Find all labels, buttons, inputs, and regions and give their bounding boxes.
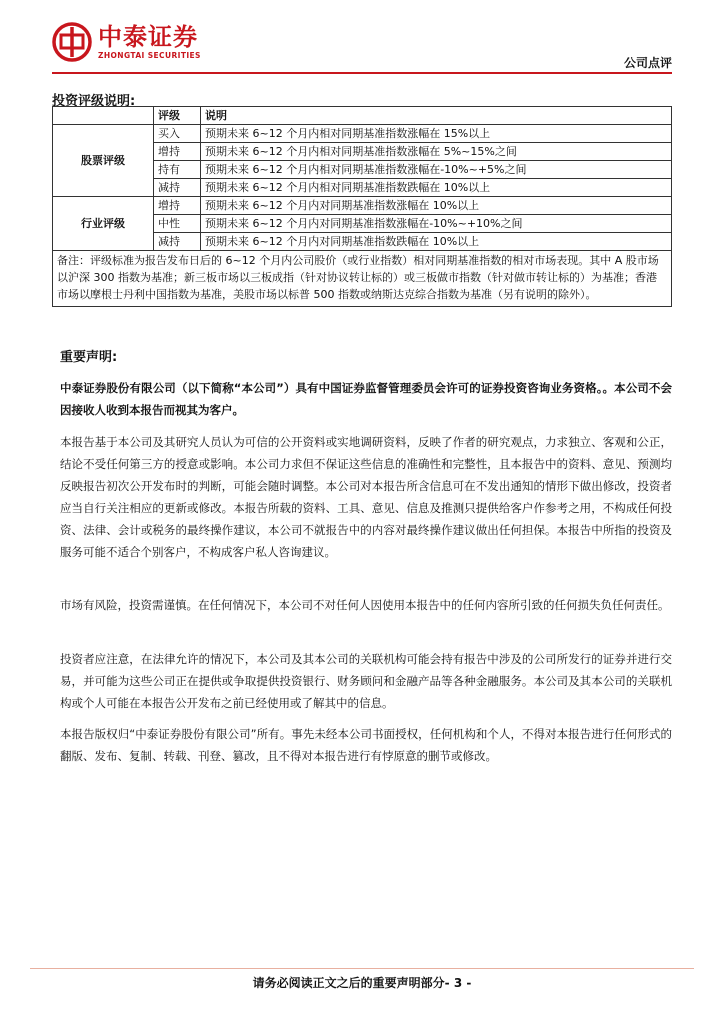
company-logo — [52, 22, 201, 62]
column-header-desc: 说明 — [201, 107, 672, 125]
disclaimer-paragraph-copyright: 本报告版权归“中泰证券股份有限公司”所有。事先未经本公司书面授权，任何机构和个人，不得对本报告进行任何形式的翻版、发布、复制、转载、刊登、篡改，且不得对本报告进行有悖原意的删节或修改。 — [60, 727, 672, 763]
table-row — [53, 125, 672, 143]
rating-description: 预期未来 6~12 个月内相对同期基准指数涨幅在 5%~15%之间 — [201, 143, 672, 161]
rating-section-title: 投资评级说明: — [52, 94, 136, 109]
logo-english-name: ZHONGTAI SECURITIES — [98, 51, 201, 60]
disclaimer-paragraph-basis: 本报告基于本公司及其研究人员认为可信的公开资料或实地调研资料，反映了作者的研究观点，力求独立、客观和公正，结论不受任何第三方的授意或影响。本公司力求但不保证这些信息的准确性和完整性，且本报告中的资料、意见、预测均反映报告初次公开发布时的判断，可能会随时调整。本公司对本报告所含信息可在不发出通知的情形下做出修改，投资者应当自行关注相应的更新或修改。本报告所载的资料、工具、意见、信息及推测只提供给客户作参考之用，不构成任何投资、法律、会计或税务的最终操作建议，本公司不就报告中的内容对最终操作建议做出任何担保。本报告中所指的投资及服务可能不适合个别客户，不构成客户私人咨询建议。 — [60, 435, 672, 559]
rating-level: 增持 — [154, 197, 201, 215]
rating-level: 减持 — [154, 179, 201, 197]
rating-level: 减持 — [154, 233, 201, 251]
page-footer: 请务必阅读正文之后的重要声明部分- 3 - — [252, 976, 472, 990]
table-header-row — [53, 107, 672, 125]
rating-description: 预期未来 6~12 个月内相对同期基准指数涨幅在 15%以上 — [201, 125, 672, 143]
rating-description: 预期未来 6~12 个月内对同期基准指数跌幅在 10%以上 — [201, 233, 672, 251]
logo-chinese-name: 中泰证券 — [98, 23, 198, 51]
rating-level: 持有 — [154, 161, 201, 179]
disclaimer-paragraph-interest: 投资者应注意，在法律允许的情况下，本公司及其本公司的关联机构可能会持有报告中涉及的公司所发行的证券并进行交易，并可能为这些公司正在提供或争取提供投资银行、财务顾问和金融产品等各种金融服务。本公司及其本公司的关联机构或个人可能在本报告公开发布之前已经使用或了解其中的信息。 — [60, 652, 672, 710]
rating-description: 预期未来 6~12 个月内对同期基准指数涨幅在 10%以上 — [201, 197, 672, 215]
document-type: 公司点评 — [623, 56, 672, 70]
rating-table — [52, 106, 672, 307]
rating-level: 中性 — [154, 215, 201, 233]
rating-description: 预期未来 6~12 个月内相对同期基准指数涨幅在-10%~+5%之间 — [201, 161, 672, 179]
disclaimer-paragraph-risk: 市场有风险，投资需谨慎。在任何情况下，本公司不对任何人因使用本报告中的任何内容所引致的任何损失负任何责任。 — [60, 598, 670, 612]
rating-description: 预期未来 6~12 个月内对同期基准指数涨幅在-10%~+10%之间 — [201, 215, 672, 233]
rating-description: 预期未来 6~12 个月内相对同期基准指数跌幅在 10%以上 — [201, 179, 672, 197]
table-note-row — [53, 251, 672, 307]
rating-level: 买入 — [154, 125, 201, 143]
table-row — [53, 197, 672, 215]
disclaimer-title: 重要声明: — [60, 350, 118, 365]
footer-divider — [30, 968, 694, 969]
zhongtai-logo-icon — [52, 22, 92, 62]
disclaimer-paragraph-qualification: 中泰证券股份有限公司（以下简称“本公司”）具有中国证券监督管理委员会许可的证券投资咨询业务资格。。本公司不会因接收人收到本报告而视其为客户。 — [60, 381, 672, 417]
stock-rating-category: 股票评级 — [53, 125, 154, 197]
industry-rating-category: 行业评级 — [53, 197, 154, 251]
rating-level: 增持 — [154, 143, 201, 161]
header-divider — [52, 72, 672, 74]
rating-note: 备注：评级标准为报告发布日后的 6~12 个月内公司股价（或行业指数）相对同期基准指数的相对市场表现。其中 A 股市场以沪深 300 指数为基准；新三板市场以三板成指（针对协议转让标的）或三板做市指数（针对做市转让标的）为基准；香港市场以摩根士丹利中国指数为基准，美股市场以标普 500 指数或纳斯达克综合指数为基准（另有说明的除外）。 — [53, 251, 672, 307]
column-header-level: 评级 — [154, 107, 201, 125]
